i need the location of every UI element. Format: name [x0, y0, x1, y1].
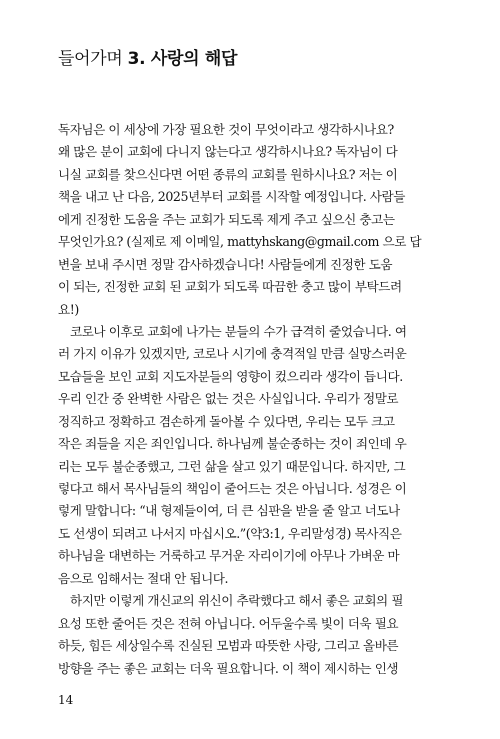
- text-line: 도 선생이 되려고 나서지 마십시오.”(약3:1, 우리말성경) 목사직은: [58, 525, 402, 541]
- body-text: [58, 119, 438, 680]
- text-line: 정직하고 정확하고 겸손하게 돌아볼 수 있다면, 우리는 모두 크고: [58, 413, 395, 429]
- page-number: 14: [58, 693, 74, 707]
- text-line: 요!): [58, 301, 79, 317]
- text-line: 모습들을 보인 교회 지도자분들의 영향이 컸으리라 생각이 듭니다.: [58, 368, 403, 384]
- chapter-title: [58, 47, 237, 71]
- text-line: 하지만 이렇게 개신교의 위신이 추락했다고 해서 좋은 교회의 필: [70, 593, 404, 609]
- text-line: 렇다고 해서 목사님들의 책임이 줄어드는 것은 아닙니다. 성경은 이: [58, 481, 407, 496]
- text-line: 하듯, 힘든 세상일수록 진실된 모범과 따뜻한 사랑, 그리고 올바른: [58, 638, 399, 654]
- text-line: 방향을 주는 좋은 교회는 더욱 필요합니다. 이 책이 제시하는 인생: [58, 660, 399, 676]
- chapter-prefix: 들어가며: [58, 49, 128, 69]
- text-line: 무엇인가요? (실제로 제 이메일, mattyhskang@gmail.com 으로 답: [58, 234, 422, 250]
- chapter-heading: 3. 사랑의 해답: [127, 49, 238, 69]
- text-line: 코로나 이후로 교회에 나가는 분들의 수가 급격히 줄었습니다. 여: [70, 323, 407, 339]
- text-line: 왜 많은 분이 교회에 다니지 않는다고 생각하시나요? 독자님이 다: [58, 144, 398, 160]
- text-line: 음으로 임해서는 절대 안 됩니다.: [58, 570, 229, 586]
- text-line: 이 되는, 진정한 교회 된 교회가 되도록 따끔한 충고 많이 부탁드려: [58, 279, 402, 295]
- text-line: 책을 내고 난 다음, 2025년부터 교회를 시작할 예정입니다. 사람들: [58, 189, 405, 205]
- text-line: 니실 교회를 찾으신다면 어떤 종류의 교회를 원하시나요? 저는 이: [58, 166, 398, 182]
- text-line: 리는 모두 불순종했고, 그런 삶을 살고 있기 때문입니다. 하지만, 그: [58, 458, 406, 474]
- text-line: 하나님을 대변하는 거룩하고 무거운 자리이기에 아무나 가벼운 마: [58, 548, 400, 564]
- text-line: 에게 진정한 도움을 주는 교회가 되도록 제게 주고 싶으신 충고는: [58, 211, 395, 227]
- text-line: 작은 죄들을 지은 죄인입니다. 하나님께 불순종하는 것이 죄인데 우: [58, 436, 407, 452]
- text-line: 독자님은 이 세상에 가장 필요한 것이 무엇이라고 생각하시나요?: [58, 122, 394, 137]
- text-line: 요성 또한 줄어든 것은 전혀 아닙니다. 어두울수록 빛이 더욱 필요: [58, 615, 399, 631]
- text-line: 러 가지 이유가 있겠지만, 코로나 시기에 충격적일 만큼 실망스러운: [58, 346, 407, 362]
- text-line: 변을 보내 주시면 정말 감사하겠습니다! 사람들에게 진정한 도움: [58, 256, 393, 272]
- text-line: 렇게 말합니다: “내 형제들이여, 더 큰 심판을 받을 줄 알고 너도나: [58, 503, 400, 519]
- text-line: 우리 인간 중 완벽한 사람은 없는 것은 사실입니다. 우리가 정말로: [58, 391, 399, 407]
